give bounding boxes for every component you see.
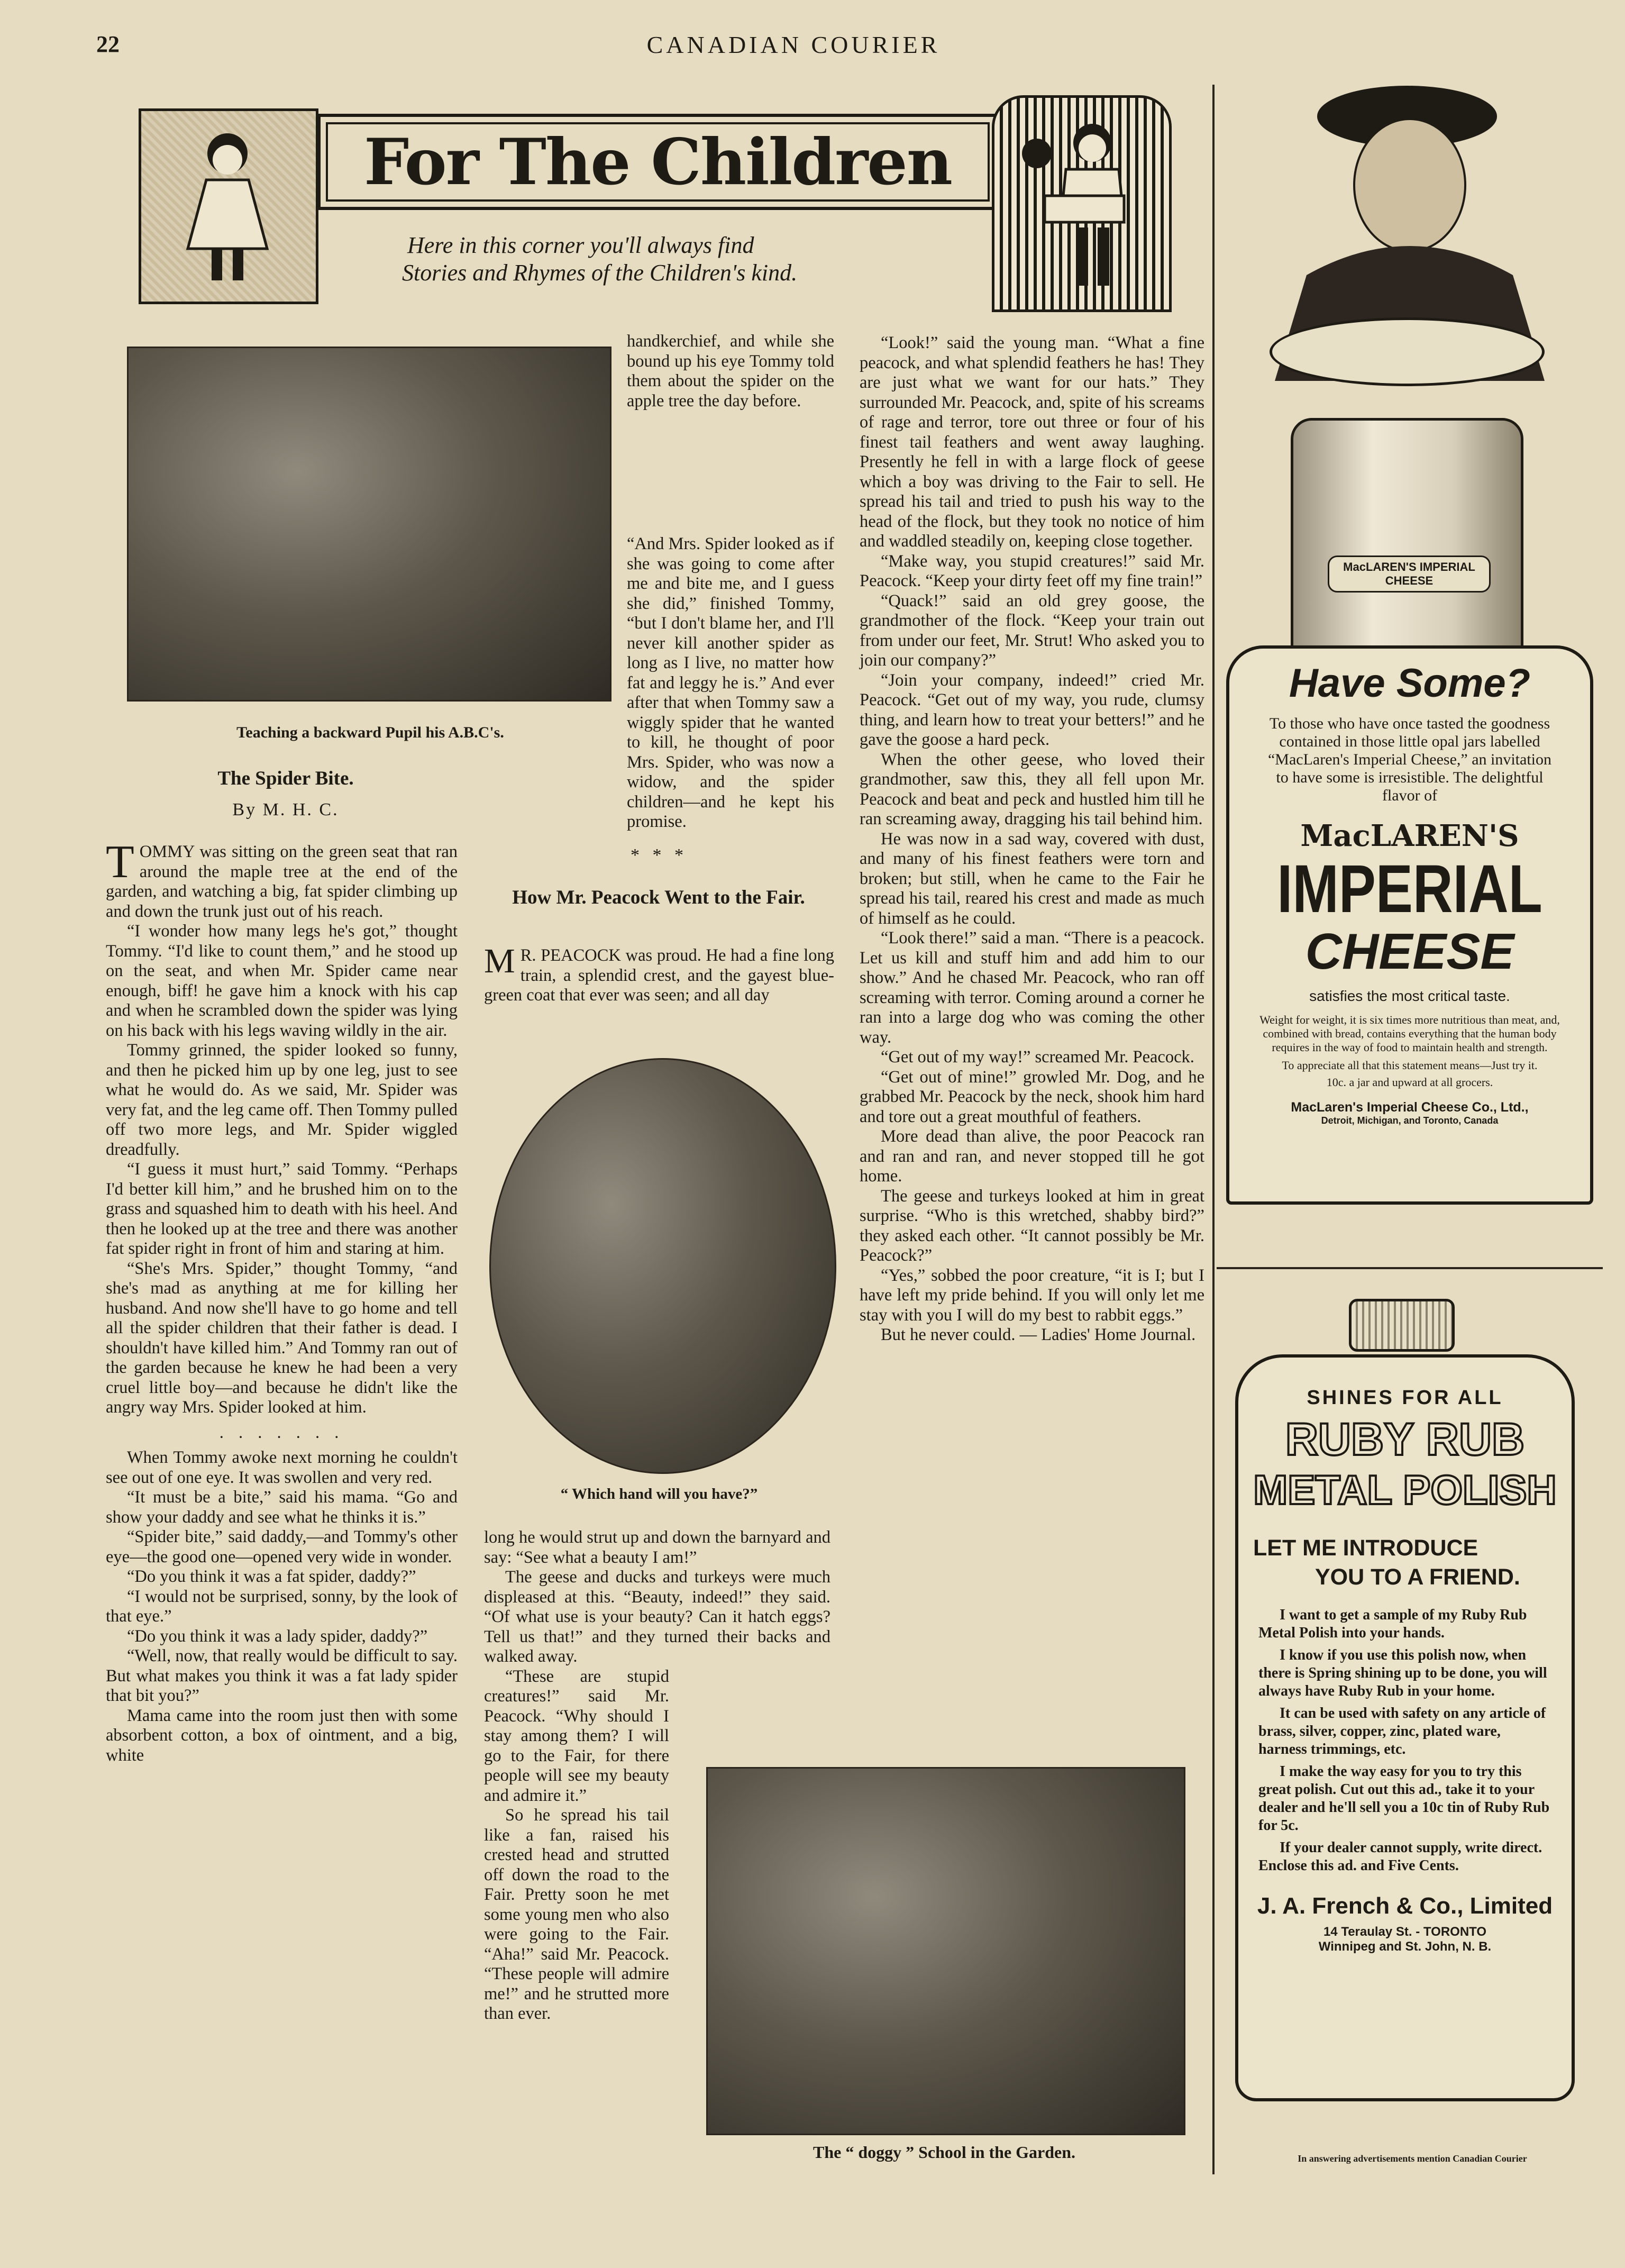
- ad2-body: [1258, 1606, 1551, 1875]
- ad2-arc-text: SHINES FOR ALL: [1307, 1387, 1503, 1409]
- banner-title: For The Children: [364, 124, 952, 199]
- ad1-brand: MacLAREN'S: [1300, 818, 1519, 853]
- story1-ellipsis: . . . . . . .: [219, 1423, 344, 1442]
- ad2-para: I want to get a sample of my Ruby Rub Metal Polish into your hands.: [1258, 1607, 1527, 1641]
- story2-col3-para: “Look there!” said a man. “There is a peacock. Let us kill and stuff him and add him to our show.” And he chased Mr. Peacock, who ran off screaming with terror. Coming around a corner he ran into a large dog who was coming the other way.: [860, 928, 1204, 1047]
- story1-para: “Do you think it was a fat spider, daddy?”: [127, 1567, 416, 1586]
- story1-title: The Spider Bite.: [217, 768, 354, 789]
- story2-column-3: [860, 333, 1204, 1345]
- drop-cap-t: T: [106, 836, 134, 888]
- ad1-intro: To those who have once tasted the goodness contained in those little opal jars labelled “MacLaren's Imperial Cheese,” an invitation to have some is irresistible. The delightful flavor of: [1267, 715, 1551, 804]
- story1-para: Mama came into the room just then with some absorbent cotton, a box of ointment, and a big, white: [106, 1706, 458, 1765]
- ad1-body: Weight for weight, it is six times more nutritious than meat, and, combined with bread, contains everything that the human body requires in the way of food to maintain health and strength.: [1259, 1013, 1560, 1054]
- girl-icon: [175, 127, 280, 286]
- ad2-para: It can be used with safety on any article of brass, silver, copper, zinc, plated ware, harness trimmings, etc.: [1258, 1705, 1546, 1757]
- photo1-caption: Teaching a backward Pupil his A.B.C's.: [236, 724, 504, 741]
- story1-para: “Well, now, that really would be difficult to say. But what makes you think it was a fat lady spider that bit you?”: [106, 1646, 458, 1705]
- ad2-address-1: 14 Teraulay St. - TORONTO: [1323, 1925, 1487, 1939]
- ad2-company: J. A. French & Co., Limited: [1257, 1893, 1553, 1919]
- story1-byline: By M. H. C.: [232, 800, 339, 819]
- ad2-headline-2: YOU TO A FRIEND.: [1315, 1564, 1520, 1590]
- drop-cap-m: M: [484, 942, 515, 980]
- story2-opening: [484, 942, 834, 1006]
- footer-note: In answering advertisements mention Canadian Courier: [1298, 2153, 1527, 2164]
- page-number: 22: [96, 31, 120, 57]
- reading-child-icon: [1018, 106, 1145, 296]
- imperial-cheese-ad: [1226, 645, 1593, 1205]
- photo-which-hand: [489, 1058, 836, 1474]
- story1-para: When Tommy awoke next morning he couldn't see out of one eye. It was swollen and very red.: [106, 1448, 458, 1487]
- story2-col3-para: “Make way, you stupid creatures!” said Mr. Peacock. “Keep your dirty feet off my fine train!”: [860, 551, 1204, 590]
- cheese-jar-lid: [1270, 317, 1545, 386]
- ad2-headline-1: LET ME INTRODUCE: [1253, 1535, 1478, 1561]
- story1-col2-para: handkerchief, and while she bound up his eye Tommy told them about the spider on the apple tree the day before.: [627, 332, 834, 411]
- story1-para: “I guess it must hurt,” said Tommy. “Perhaps I'd better kill him,” and he brushed him on to the grass and squashed him to death with his heel. And then he looked up at the tree and there was another fat spider right in front of him and staring at him.: [106, 1160, 458, 1258]
- column-rule: [1212, 85, 1215, 2174]
- ad1-appreciate: To appreciate all that this statement means—Just try it.: [1282, 1059, 1538, 1072]
- story1-para: “It must be a bite,” said his mama. “Go and show your daddy and see what he thinks it is.”: [106, 1488, 458, 1527]
- banner-subtitle-line-2: Stories and Rhymes of the Children's kind.: [402, 260, 798, 286]
- photo-doggy-school: [706, 1767, 1185, 2135]
- cheese-jar-label: MacLAREN'S IMPERIAL CHEESE: [1328, 555, 1491, 593]
- ruby-rub-ad: [1235, 1354, 1575, 2101]
- ad2-brand-2: METAL POLISH: [1253, 1467, 1557, 1513]
- story2-title: How Mr. Peacock Went to the Fair.: [512, 887, 805, 908]
- story2-col3-para: “Join your company, indeed!” cried Mr. Peacock. “Get out of my way, you rude, clumsy thing, and learn how to treat your betters!” and he gave the goose a hard peck.: [860, 670, 1204, 749]
- story1-para: “I wonder how many legs he's got,” thought Tommy. “I'd like to count them,” and he stood up on the seat, and when Mr. Spider came near enough, biff! he gave him a knock with his cap and when he scrambled down the spider was lying on his back with his legs waving wildly in the air.: [106, 922, 458, 1040]
- banner-subtitle: [370, 232, 952, 287]
- ad1-product-imperial: IMPERIAL: [1277, 851, 1542, 927]
- story2-col3-para: The geese and turkeys looked at him in great surprise. “Who is this wretched, shabby bird?” they asked each other. “It cannot possibly be Mr. Peacock?”: [860, 1186, 1204, 1265]
- story2-col3-para: “Look!” said the young man. “What a fine peacock, and what splendid feathers he has! They are just what we want for our hats.” They surrounded Mr. Peacock, and, spite of his screams of rage and terror, tore out three or four of his finest tail feathers and went away laughing. Presently he fell in with a large flock of geese which a boy was driving to the Fair to sell. He spread his tail and tried to push his way to the head of the flock, but they took no notice of him and waddled steadily on, keeping close together.: [860, 333, 1204, 551]
- story1-para: “Spider bite,” said daddy,—and Tommy's other eye—the good one—opened very wide in wonder.: [106, 1527, 458, 1566]
- story2-para: “These are stupid creatures!” said Mr. Peacock. “Why should I stay among them? I will go to the Fair, for there people will see my beauty and admire it.”: [484, 1666, 669, 1805]
- story2-col3-para: “Yes,” sobbed the poor creature, “it is I; but I have left my pride behind. If you will only let me stay with you I will do my best to rabbit eggs.”: [860, 1265, 1204, 1325]
- story2-col3-para: “Get out of my way!” screamed Mr. Peacock.: [881, 1048, 1194, 1067]
- story1-column-2: [484, 534, 834, 832]
- ad1-price: 10c. a jar and upward at all grocers.: [1326, 1076, 1493, 1089]
- story2-para: long he would strut up and down the barnyard and say: “See what a beauty I am!”: [484, 1528, 830, 1567]
- ad1-company: MacLaren's Imperial Cheese Co., Ltd.,: [1291, 1100, 1529, 1115]
- story1-para: “She's Mrs. Spider,” thought Tommy, “and she's mad as anything at me for killing her husband. And now she'll have to go home and tell all the spider children that their father is dead. I shouldn't have killed him.” And Tommy ran out of the garden because he knew he had been a very cruel little boy—and because he didn't like the angry way Mrs. Spider looked at him.: [106, 1259, 458, 1417]
- story2-col3-para: More dead than alive, the poor Peacock ran and ran and ran, and never stopped till he got home.: [860, 1127, 1204, 1186]
- masthead: CANADIAN COURIER: [646, 31, 941, 58]
- story1-para-1: TOMMY was sitting on the green seat that ran around the maple tree at the end of the garden, and watching a big, fat spider climbing up and down the trunk just out of his reach.: [106, 836, 458, 921]
- story2-para: The geese and ducks and turkeys were much displeased at this. “Beauty, indeed!” they said. “Of what use is your beauty? Can it hatch eggs? Tell us that!” and they turned their backs and walked away.: [484, 1568, 830, 1666]
- story2-col3-para: He was now in a sad way, covered with dust, and many of his finest feathers were torn and broken; but still, when he came to the Fair he spread his tail, reared his crest and made as much of himself as he could.: [860, 829, 1204, 928]
- story1-col2-para: “And Mrs. Spider looked as if she was going to come after me and bite me, and I guess she did,” finished Tommy, “but I don't blame her, and I'll never kill another spider as long as I live, no matter how fat and leggy he is.” And ever after that when Tommy saw a wiggly spider that he wanted to kill, he thought of poor Mrs. Spider, who was now a widow, and the spider children—and he kept his promise.: [627, 534, 834, 831]
- story1-para: “I would not be surprised, sonny, by the look of that eye.”: [106, 1587, 458, 1626]
- photo2-caption: “ Which hand will you have?”: [560, 1486, 758, 1502]
- ad2-brand-1: RUBY RUB: [1285, 1414, 1525, 1465]
- story1-para: “Do you think it was a lady spider, daddy?”: [127, 1626, 428, 1646]
- ad2-para: If your dealer cannot supply, write direct. Enclose this ad. and Five Cents.: [1258, 1839, 1542, 1874]
- story2-para: So he spread his tail like a fan, raised his crested head and strutted off down the road to the Fair. Pretty soon he met some young men who also were going to the Fair. “Aha!” said Mr. Peacock. “These people will admire me!” and he strutted more than ever.: [484, 1806, 669, 2023]
- photo3-caption: The “ doggy ” School in the Garden.: [812, 2143, 1076, 2162]
- ad-divider: [1217, 1267, 1603, 1269]
- story1-column-2-top: [627, 332, 834, 411]
- ad2-para: I make the way easy for you to try this great polish. Cut out this ad., take it to your dealer and he'll sell you a 10c tin of Ruby Rub for 5c.: [1258, 1763, 1550, 1834]
- ad1-locations: Detroit, Michigan, and Toronto, Canada: [1321, 1115, 1499, 1126]
- ad2-address-2: Winnipeg and St. John, N. B.: [1318, 1939, 1492, 1954]
- ad1-tagline: satisfies the most critical taste.: [1309, 988, 1510, 1004]
- ad1-headline: Have Some?: [1289, 661, 1531, 706]
- story1-para: Tommy grinned, the spider looked so funny, and then he picked him up by one leg, just to see what he would do. As we said, Mr. Spider was very fat, and the leg came off. Then Tommy pulled off two more legs, and Mr. Spider wiggled dreadfully.: [106, 1041, 458, 1159]
- story2-col3-para: “Quack!” said an old grey goose, the grandmother of the flock. “Keep your train out from under our feet, Mr. Strut! Who asked you to join our company?”: [860, 591, 1204, 670]
- ad1-product-cheese: CHEESE: [1305, 923, 1514, 980]
- story2-para-1: M R. PEACOCK was proud. He had a fine long train, a splendid crest, and the gayest blue-green coat that ever was seen; and all day: [484, 942, 834, 1005]
- polish-tin-cap: [1349, 1299, 1455, 1352]
- ad2-para: I know if you use this polish now, when there is Spring shining up to be done, you will always have Ruby Rub in your home.: [1258, 1647, 1547, 1699]
- banner-subtitle-line-1: Here in this corner you'll always find: [407, 232, 754, 258]
- story2-col3-para: But he never could. — Ladies' Home Journal.: [881, 1325, 1196, 1344]
- story2-col3-para: “Get out of mine!” growled Mr. Dog, and he grabbed Mr. Peacock by the neck, shook him hard and tore out a great mouthful of feathers.: [860, 1067, 1204, 1126]
- banner-title-box: [317, 114, 998, 210]
- story2-col3-para: When the other geese, who loved their grandmother, saw this, they all fell upon Mr. Peacock and beat and peck and hustled him till he ran screaming away, dragging his tail behind him.: [860, 750, 1204, 828]
- story-separator: * * *: [631, 845, 688, 865]
- story1-column-1: [106, 836, 458, 1765]
